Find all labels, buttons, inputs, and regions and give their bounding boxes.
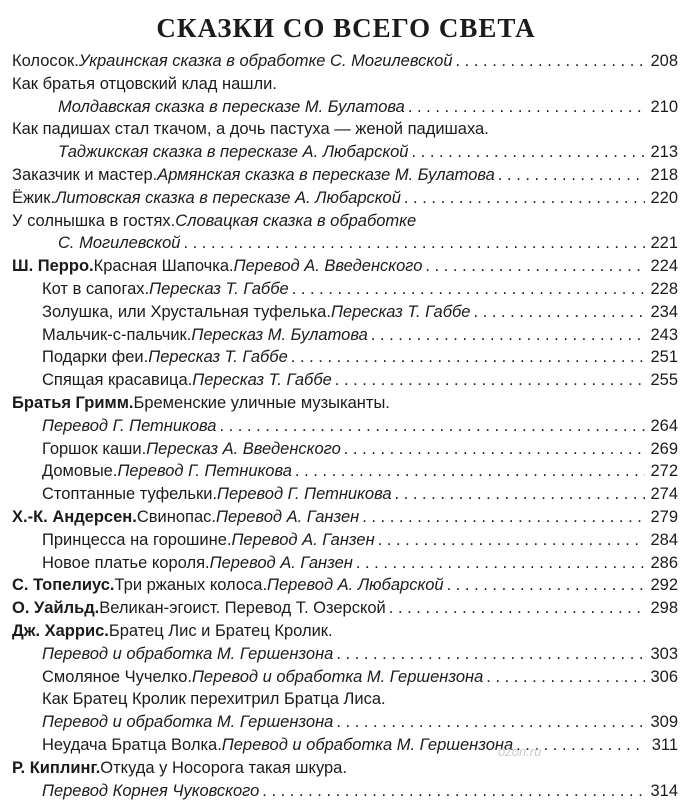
dot-leader <box>183 234 645 253</box>
toc-page-number: 213 <box>648 143 678 162</box>
dot-leader <box>486 668 645 687</box>
dot-leader <box>336 713 645 732</box>
toc-entry <box>12 622 678 645</box>
toc-entry <box>12 599 678 622</box>
toc-title: Кот в сапогах. <box>42 280 149 299</box>
toc-page-number: 284 <box>648 531 678 550</box>
dot-leader <box>291 348 645 367</box>
toc-credit: Пересказ Т. Габбе <box>148 348 288 367</box>
toc-entry <box>12 508 678 531</box>
toc-page-number: 220 <box>648 189 678 208</box>
toc-entry <box>12 462 678 485</box>
toc-entry <box>12 234 678 257</box>
dot-leader <box>335 371 645 390</box>
dot-leader <box>395 485 646 504</box>
toc-page-number: 255 <box>648 371 678 390</box>
toc-author: О. Уайльд. <box>12 599 99 618</box>
toc-page-number: 234 <box>648 303 678 322</box>
toc-entry <box>12 257 678 280</box>
toc-title: Как братья отцовский клад нашли. <box>12 75 277 94</box>
toc-page-number: 292 <box>648 576 678 595</box>
toc-entry <box>12 52 678 75</box>
toc-title: Стоптанные туфельки. <box>42 485 217 504</box>
toc-page-number: 251 <box>648 348 678 367</box>
toc-entry <box>12 782 678 804</box>
toc-entry <box>12 554 678 577</box>
toc-page-number: 272 <box>648 462 678 481</box>
toc-entry <box>12 371 678 394</box>
toc-entry <box>12 440 678 463</box>
toc-entry <box>12 394 678 417</box>
toc-entry <box>12 713 678 736</box>
table-of-contents <box>12 52 678 804</box>
toc-page-number: 224 <box>648 257 678 276</box>
toc-page-number: 269 <box>648 440 678 459</box>
toc-title: Домовые. <box>42 462 117 481</box>
toc-page-number: 221 <box>648 234 678 253</box>
toc-title: Свинопас. <box>137 508 216 527</box>
toc-credit: Литовская сказка в пересказе А. Любарской <box>55 189 401 208</box>
toc-credit: Словацкая сказка в обработке <box>175 212 416 231</box>
toc-entry <box>12 75 678 98</box>
toc-entry <box>12 485 678 508</box>
dot-leader <box>262 782 645 801</box>
toc-page-number: 264 <box>648 417 678 436</box>
toc-credit: Пересказ Т. Габбе <box>331 303 471 322</box>
toc-credit: С. Могилевской <box>58 234 180 253</box>
toc-credit: Перевод Г. Петникова <box>217 485 391 504</box>
toc-credit: Таджикская сказка в пересказе А. Любарской <box>58 143 408 162</box>
toc-author: Х.-К. Андерсен. <box>12 508 137 527</box>
toc-credit: Перевод Г. Петникова <box>42 417 216 436</box>
watermark: ozon.ru <box>498 744 541 759</box>
toc-author: Ш. Перро. <box>12 257 94 276</box>
dot-leader <box>336 645 645 664</box>
toc-credit: Перевод А. Ганзен <box>231 531 374 550</box>
dot-leader <box>389 599 645 618</box>
toc-title: Золушка, или Хрустальная туфелька. <box>42 303 331 322</box>
toc-credit: Пересказ Т. Габбе <box>149 280 289 299</box>
toc-credit: Перевод и обработка М. Гершензона <box>222 736 513 755</box>
toc-title: У солнышка в гостях. <box>12 212 175 231</box>
toc-entry <box>12 189 678 212</box>
toc-page-number: 243 <box>648 326 678 345</box>
toc-title: Спящая красавица. <box>42 371 192 390</box>
dot-leader <box>219 417 645 436</box>
page-title: СКАЗКИ СО ВСЕГО СВЕТА <box>0 0 692 48</box>
toc-credit: Перевод Г. Петникова <box>117 462 291 481</box>
toc-title: Неудача Братца Волка. <box>42 736 222 755</box>
toc-entry <box>12 166 678 189</box>
toc-title: Горшок каши. <box>42 440 146 459</box>
dot-leader <box>425 257 645 276</box>
toc-title: Колосок. <box>12 52 79 71</box>
toc-page-number: 228 <box>648 280 678 299</box>
toc-title: Смоляное Чучелко. <box>42 668 192 687</box>
toc-credit: Армянская сказка в пересказе М. Булатова <box>157 166 495 185</box>
toc-entry <box>12 645 678 668</box>
toc-credit: Перевод А. Ганзен <box>210 554 353 573</box>
toc-page-number: 210 <box>648 98 678 117</box>
toc-entry <box>12 531 678 554</box>
toc-title: Красная Шапочка. <box>94 257 234 276</box>
toc-entry <box>12 212 678 235</box>
dot-leader <box>473 303 645 322</box>
toc-title: Подарки феи. <box>42 348 148 367</box>
dot-leader <box>498 166 645 185</box>
dot-leader <box>411 143 645 162</box>
toc-credit: Перевод А. Ганзен <box>216 508 359 527</box>
toc-title: Как Братец Кролик перехитрил Братца Лиса. <box>42 690 386 709</box>
toc-page-number: 208 <box>648 52 678 71</box>
toc-entry <box>12 98 678 121</box>
dot-leader <box>447 576 645 595</box>
toc-entry <box>12 303 678 326</box>
toc-entry <box>12 348 678 371</box>
toc-page-number: 298 <box>648 599 678 618</box>
toc-entry <box>12 326 678 349</box>
dot-leader <box>378 531 645 550</box>
toc-author: Дж. Харрис. <box>12 622 109 641</box>
dot-leader <box>356 554 645 573</box>
dot-leader <box>344 440 645 459</box>
toc-credit: Молдавская сказка в пересказе М. Булатова <box>58 98 405 117</box>
dot-leader <box>408 98 645 117</box>
toc-page-number: 286 <box>648 554 678 573</box>
toc-credit: Перевод и обработка М. Гершензона <box>42 645 333 664</box>
toc-entry <box>12 736 678 759</box>
toc-title: Братец Лис и Братец Кролик. <box>109 622 333 641</box>
toc-entry <box>12 576 678 599</box>
dot-leader <box>404 189 645 208</box>
toc-title: Новое платье короля. <box>42 554 210 573</box>
dot-leader <box>362 508 645 527</box>
toc-page-number: 314 <box>648 782 678 801</box>
toc-entry <box>12 759 678 782</box>
toc-credit: Перевод А. Введенского <box>234 257 423 276</box>
toc-credit: Украинская сказка в обработке С. Могилевской <box>79 52 453 71</box>
toc-title: Заказчик и мастер. <box>12 166 157 185</box>
toc-page-number: 279 <box>648 508 678 527</box>
toc-entry <box>12 690 678 713</box>
toc-title: Как падишах стал ткачом, а дочь пастуха — женой падишаха. <box>12 120 489 139</box>
toc-title: Три ржаных колоса. <box>115 576 268 595</box>
toc-page-number: 218 <box>648 166 678 185</box>
toc-credit: Перевод Корнея Чуковского <box>42 782 259 801</box>
toc-author: Братья Гримм. <box>12 394 134 413</box>
toc-title: Бременские уличные музыканты. <box>134 394 390 413</box>
toc-credit: Перевод и обработка М. Гершензона <box>42 713 333 732</box>
toc-page-number: 306 <box>648 668 678 687</box>
toc-author: Р. Киплинг. <box>12 759 100 778</box>
toc-page-number: 274 <box>648 485 678 504</box>
toc-entry <box>12 668 678 691</box>
toc-title: Великан-эгоист. Перевод Т. Озерской <box>99 599 386 618</box>
toc-title: Мальчик-с-пальчик. <box>42 326 191 345</box>
toc-author: С. Топелиус. <box>12 576 115 595</box>
dot-leader <box>371 326 645 345</box>
toc-entry <box>12 417 678 440</box>
toc-credit: Пересказ М. Булатова <box>191 326 367 345</box>
toc-title: Ёжик. <box>12 189 55 208</box>
dot-leader <box>295 462 645 481</box>
toc-entry <box>12 143 678 166</box>
toc-page-number: 309 <box>648 713 678 732</box>
toc-entry <box>12 280 678 303</box>
toc-title: Принцесса на горошине. <box>42 531 231 550</box>
toc-credit: Пересказ Т. Габбе <box>192 371 332 390</box>
toc-page-number: 303 <box>648 645 678 664</box>
dot-leader <box>456 52 645 71</box>
dot-leader <box>292 280 645 299</box>
toc-credit: Перевод А. Любарской <box>267 576 444 595</box>
toc-credit: Перевод и обработка М. Гершензона <box>192 668 483 687</box>
toc-title: Откуда у Носорога такая шкура. <box>100 759 347 778</box>
toc-credit: Пересказ А. Введенского <box>146 440 341 459</box>
toc-page-number: 311 <box>648 736 678 755</box>
toc-entry <box>12 120 678 143</box>
